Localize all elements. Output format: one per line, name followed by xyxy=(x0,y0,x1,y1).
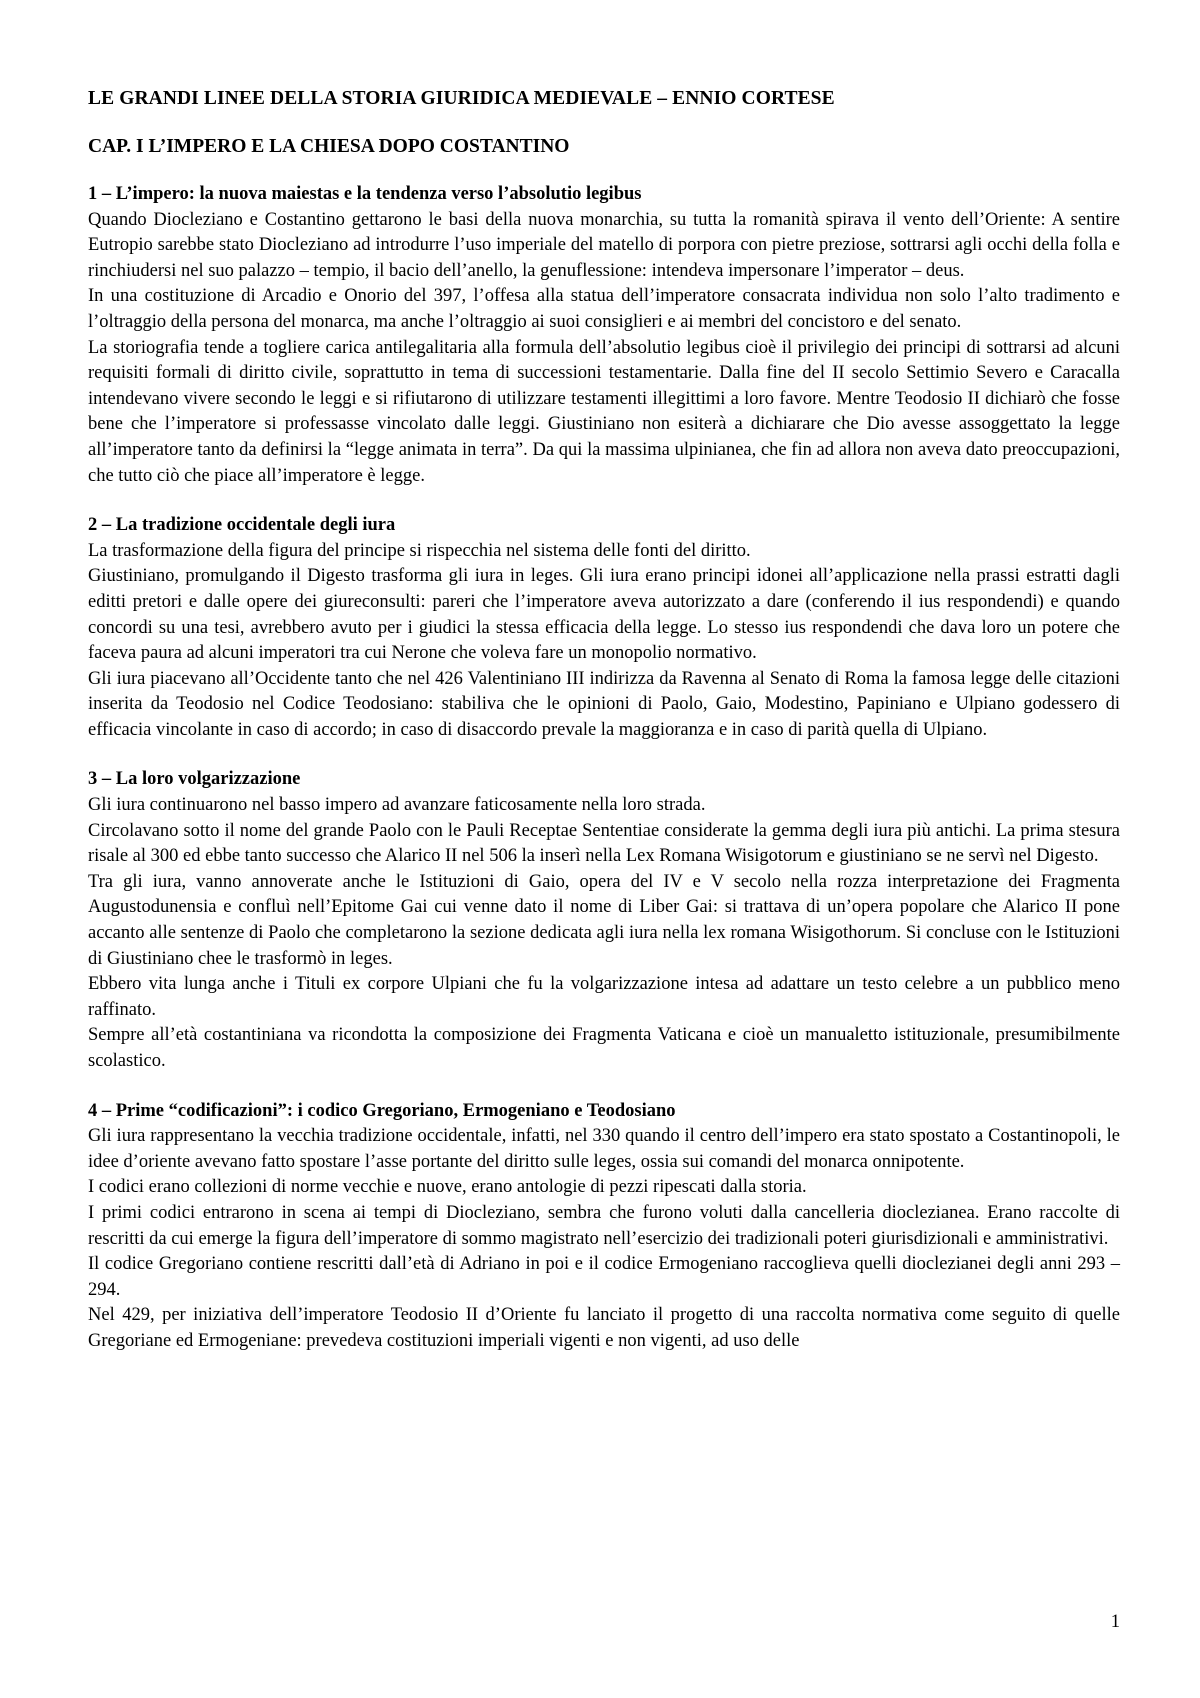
section-3 xyxy=(88,767,1120,1074)
document-body xyxy=(88,86,1120,1379)
section-2 xyxy=(88,513,1120,743)
paragraph: Gli iura continuarono nel basso impero ad avanzare faticosamente nella loro strada. xyxy=(88,795,706,816)
paragraph: Gli iura piacevano all’Occidente tanto che nel 426 Valentiniano III indirizza da Ravenna al Senato di Roma la famosa legge delle citazioni inserita da Teodosio nel Codice Teodosiano: stabiliva che le opinioni di Paolo, Gaio, Modestino, Papiniano e Ulpiano godessero di efficacia vincolante in caso di accordo; in caso di disaccordo prevale la maggioranza e in caso di parità quella di Ulpiano. xyxy=(88,668,1120,740)
paragraph: Nel 429, per iniziativa dell’imperatore Teodosio II d’Oriente fu lanciato il progetto di una raccolta normativa come seguito di quelle Gregoriane ed Ermogeniane: prevedeva costituzioni imperiali vigenti e non vigenti, ad uso delle xyxy=(88,1305,1120,1351)
paragraph: Gli iura rappresentano la vecchia tradizione occidentale, infatti, nel 330 quando il centro dell’impero era stato spostato a Costantinopoli, le idee d’oriente avevano fatto spostare l’asse portante del diritto sulle leges, ossia sui comandi del monarca onnipotente. xyxy=(88,1126,1120,1172)
section-heading: 4 – Prime “codificazioni”: i codico Gregoriano, Ermogeniano e Teodosiano xyxy=(88,1100,676,1121)
paragraph: Quando Diocleziano e Costantino gettarono le basi della nuova monarchia, su tutta la romanità spirava il vento dell’Oriente: A sentire Eutropio sarebbe stato Diocleziano ad introdurre l’uso imperiale del matello di porpora con pietre preziose, sottrarsi agli occhi della folla e rinchiudersi nel suo palazzo – tempio, il bacio dell’anello, la genuflessione: intendeva impersonare l’imperator – deus. xyxy=(88,209,1120,281)
document-title: LE GRANDI LINEE DELLA STORIA GIURIDICA MEDIEVALE – ENNIO CORTESE xyxy=(88,88,835,109)
paragraph: La trasformazione della figura del principe si rispecchia nel sistema delle fonti del diritto. xyxy=(88,540,751,561)
section-4 xyxy=(88,1099,1120,1355)
section-heading: 1 – L’impero: la nuova maiestas e la tendenza verso l’absolutio legibus xyxy=(88,184,642,204)
paragraph: I primi codici entrarono in scena ai tempi di Diocleziano, sembra che furono voluti dalla cancelleria dioclezianea. Erano raccolte di rescritti da cui emerge la figura dell’imperatore di sommo magistrato nell’esercizio dei tradizionali poteri giurisdizionali e amministrativi. xyxy=(88,1202,1120,1249)
paragraph: Circolavano sotto il nome del grande Paolo con le Pauli Receptae Sententiae considerate la gemma degli iura più antichi. La prima stesura risale al 300 ed ebbe tanto successo che Alarico II nel 506 la inserì nella Lex Romana Wisigotorum e giustiniano se ne servì nel Digesto. xyxy=(88,820,1120,867)
page-number: 1 xyxy=(1110,1612,1120,1632)
paragraph: Ebbero vita lunga anche i Tituli ex corpore Ulpiani che fu la volgarizzazione intesa ad adattare un testo celebre a un pubblico meno raffinato. xyxy=(88,974,1120,1020)
paragraph: I codici erano collezioni di norme vecchie e nuove, erano antologie di pezzi ripescati dalla storia. xyxy=(88,1177,807,1198)
paragraph: Sempre all’età costantiniana va ricondotta la composizione dei Fragmenta Vaticana e cioè un manualetto istituzionale, presumibilmente scolastico. xyxy=(88,1025,1120,1071)
section-heading: 2 – La tradizione occidentale degli iura xyxy=(88,515,396,536)
section-heading: 3 – La loro volgarizzazione xyxy=(88,769,301,790)
paragraph: La storiografia tende a togliere carica antilegalitaria alla formula dell’absolutio legibus cioè il privilegio dei principi di sottrarsi ad alcuni requisiti formali di diritto civile, soprattutto in tema di successioni testamentarie. Dalla fine del II secolo Settimio Severo e Caracalla intendevano vivere secondo le leggi e si rifiutarono di utilizzare testamenti illegittimi a loro favore. Mentre Teodosio II dichiarò che fosse bene che l’imperatore si professasse vincolato dalle leggi. Giustiniano non esiterà a dichiarare che Dio avesse assoggettato la legge all’imperatore tanto da definirsi la “legge animata in terra”. Da qui la massima ulpinianea, che fin ad allora non aveva dato preoccupazioni, che tutto ciò che piace all’imperatore è legge. xyxy=(88,337,1120,486)
section-1 xyxy=(88,182,1120,489)
paragraph: Tra gli iura, vanno annoverate anche le Istituzioni di Gaio, opera del IV e V secolo nella rozza interpretazione dei Fragmenta Augustodunensia e confluì nell’Epitome Gai cui venne dato il nome di Liber Gai: si trattava di un’opera popolare che Alarico II pone accanto alle sentenze di Paolo che completarono la sezione dedicata agli iura nella lex romana Wisigothorum. Si concluse con le Istituzioni di Giustiniano chee le trasformò in leges. xyxy=(88,871,1120,969)
paragraph: Il codice Gregoriano contiene rescritti dall’età di Adriano in poi e il codice Ermogeniano raccoglieva quelli dioclezianei degli anni 293 – 294. xyxy=(88,1254,1120,1300)
chapter-title: CAP. I L’IMPERO E LA CHIESA DOPO COSTANTINO xyxy=(88,136,570,157)
paragraph: In una costituzione di Arcadio e Onorio del 397, l’offesa alla statua dell’imperatore consacrata individua non solo l’alto tradimento e l’oltraggio della persona del monarca, ma anche l’oltraggio ai suoi consiglieri e ai membri del concistoro e del senato. xyxy=(88,286,1120,332)
paragraph: Giustiniano, promulgando il Digesto trasforma gli iura in leges. Gli iura erano principi idonei all’applicazione nella prassi estratti dagli editti pretori e dalle opere dei giureconsulti: pareri che l’imperatore aveva autorizzato a dare (conferendo il ius respondendi) e quando concordi su una tesi, avrebbero avuto per i giudici la stessa efficacia della legge. Lo stesso ius respondendi che dava loro un potere che faceva paura ad alcuni imperatori tra cui Nerone che voleva fare un monopolio normativo. xyxy=(88,566,1120,664)
